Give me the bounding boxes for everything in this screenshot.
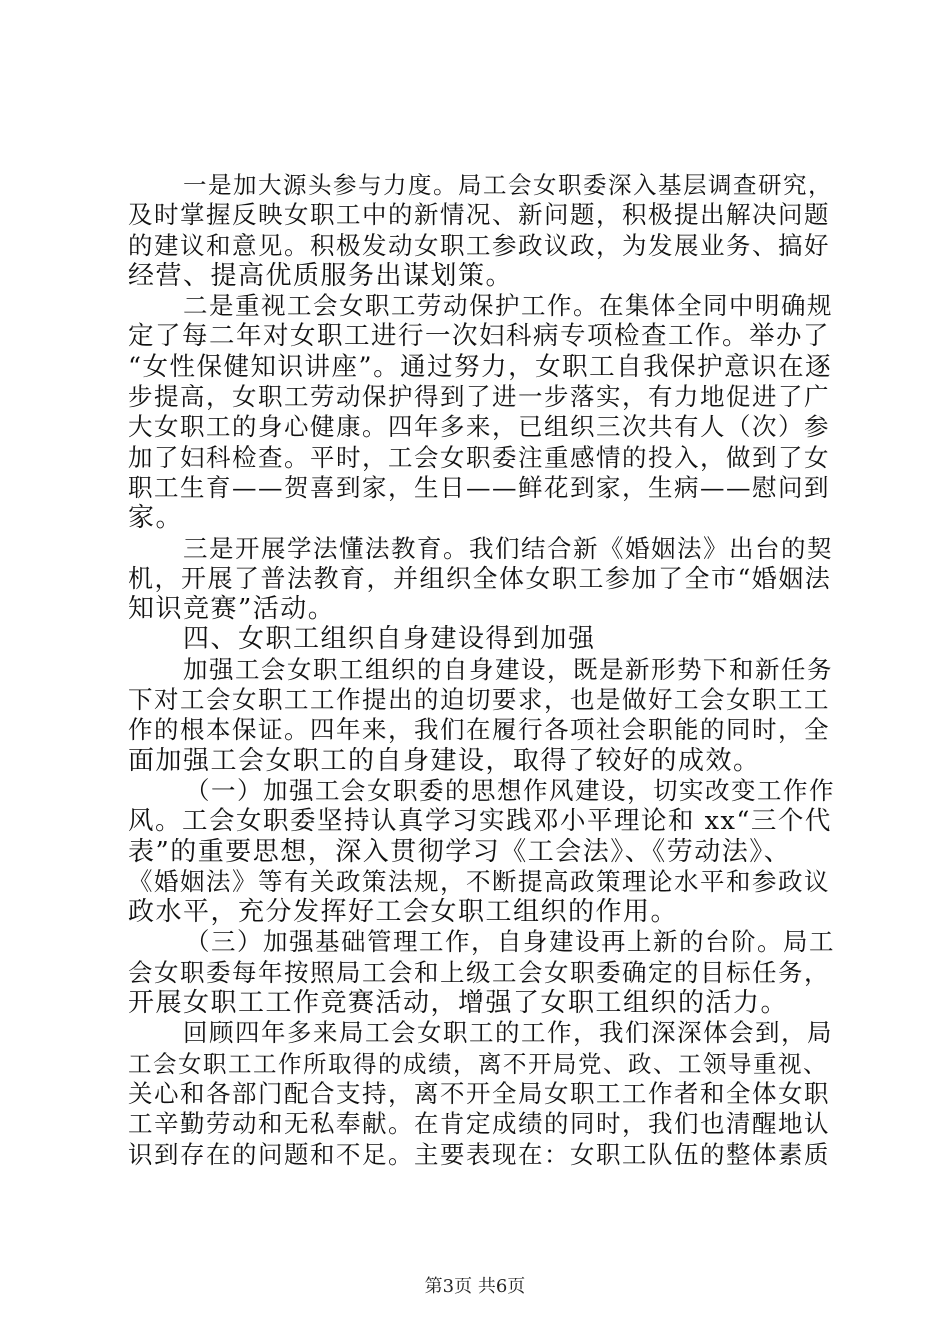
text-line: 作的根本保证。四年来，我们在履行各项社会职能的同时，全: [128, 715, 830, 745]
text-line: 表”的重要思想，深入贯彻学习《工会法》、《劳动法》、: [128, 836, 792, 867]
text-line: 及时掌握反映女职工中的新情况、新问题，积极提出解决问题: [128, 200, 830, 230]
text-line: 大女职工的身心健康。四年多来，已组织三次共有人（次）参: [128, 412, 830, 442]
text-line: 下对工会女职工工作提出的迫切要求，也是做好工会女职工工: [128, 685, 830, 715]
text-line: 工辛勤劳动和无私奉献。在肯定成绩的同时，我们也清醒地认: [128, 1109, 830, 1139]
text-line: 职工生育——贺喜到家，生日——鲜花到家，生病——慰问到: [128, 472, 830, 502]
text-line: 关心和各部门配合支持，离不开全局女职工工作者和全体女职: [128, 1078, 830, 1108]
text-line: 风。工会女职委坚持认真学习实践邓小平理论和 xx“三个代: [128, 806, 832, 837]
text-line: 政水平，充分发挥好工会女职工组织的作用。: [128, 897, 679, 928]
text-line: “女性保健知识讲座”。通过努力，女职工自我保护意识在逐: [128, 351, 833, 382]
text-line: 机，开展了普法教育，并组织全体女职工参加了全市“婚姻法: [128, 563, 832, 593]
text-line: 定了每二年对女职工进行一次妇科病专项检查工作。举办了: [128, 321, 831, 352]
text-line: 加了妇科检查。平时，工会女职委注重感情的投入，做到了女: [128, 442, 830, 472]
text-line: 二是重视工会女职工劳动保护工作。在集体全同中明确规: [183, 291, 833, 321]
text-line: 加强工会女职工组织的自身建设，既是新形势下和新任务: [183, 654, 833, 684]
text-line: 会女职委每年按照局工会和上级工会女职委确定的目标任务，: [128, 957, 830, 987]
page-number-footer: 第3页 共6页: [424, 1276, 526, 1297]
document-body: [128, 170, 835, 1170]
text-line: 步提高，女职工劳动保护得到了进一步落实，有力地促进了广: [128, 382, 830, 412]
text-line: （三）加强基础管理工作，自身建设再上新的台阶。局工: [185, 927, 835, 957]
text-line: 面加强工会女职工的自身建设，取得了较好的成效。: [128, 745, 761, 776]
text-line: 经营、提高优质服务出谋划策。: [128, 260, 514, 291]
text-line: 工会女职工工作所取得的成绩，离不开局党、政、工领导重视、: [128, 1049, 828, 1078]
text-line: 识到存在的问题和不足。主要表现在：女职工队伍的整体素质: [128, 1139, 830, 1169]
text-line: 一是加大源头参与力度。局工会女职委深入基层调查研究，: [183, 171, 833, 199]
section-heading: 四、女职工组织自身建设得到加强: [183, 624, 596, 655]
text-line: 家。: [128, 503, 184, 534]
text-line: 三是开展学法懂法教育。我们结合新《婚姻法》出台的契: [183, 533, 833, 563]
text-line: 回顾四年多来局工会女职工的工作，我们深深体会到，局: [183, 1018, 833, 1048]
text-line: （一）加强工会女职委的思想作风建设，切实改变工作作: [185, 775, 835, 805]
text-line: 开展女职工工作竞赛活动，增强了女职工组织的活力。: [128, 988, 789, 1019]
text-line: 《婚姻法》等有关政策法规，不断提高政策理论水平和参政议: [128, 866, 830, 896]
text-line: 知识竞赛”活动。: [128, 594, 336, 625]
text-line: 的建议和意见。积极发动女职工参政议政，为发展业务、搞好: [128, 230, 830, 260]
